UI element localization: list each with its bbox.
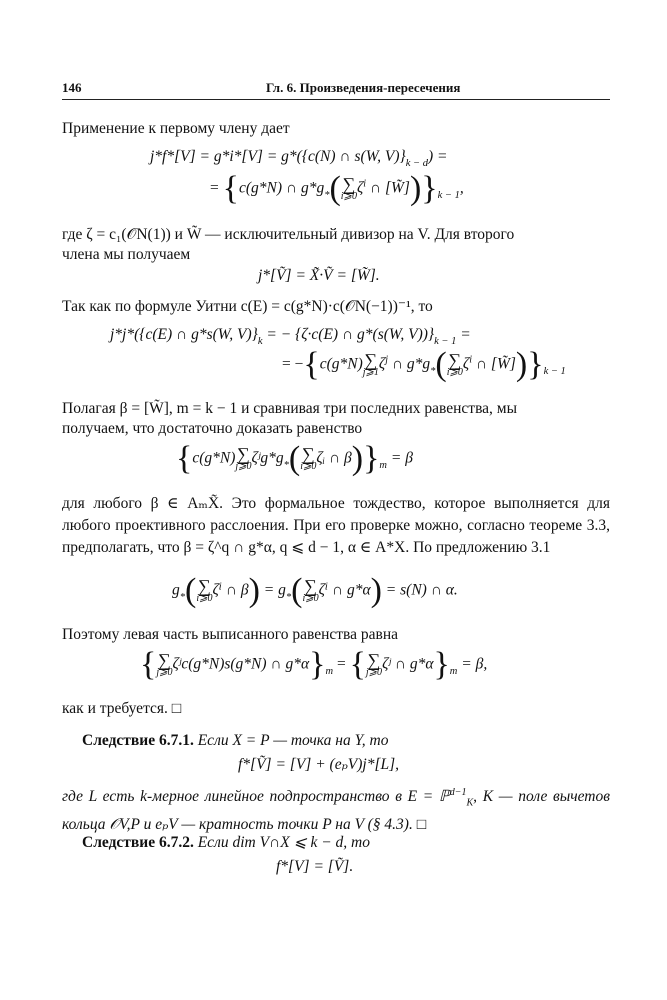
equation-5: $g_*$( ∑ i⩾0 ζⁱ ∩ $\beta) = g_*$( ∑ i⩾0 ζⁱ ∩ g*α) = s(N) ∩ α. <box>172 572 458 609</box>
equation-4: {c(g*N) ∑ j⩾0 $\zeta ʲg*g_*$( ∑ i⩾0 ζᵢ ∩ $\beta)\}_m = \beta$ <box>176 440 413 477</box>
paragraph-3: Так как по формуле Уитни c(E) = c(g*N)·c(𝒪N(−1))⁻¹, то <box>62 298 433 315</box>
equation-7: f*[Ṽ] = [V] + (eₚV)j*[L], <box>238 756 400 773</box>
running-title: Гл. 6. Произведения-пересечения <box>266 80 461 95</box>
corollary-6-7-2: Следствие 6.7.2. Если dim V∩X ⩽ k − d, то <box>82 834 370 851</box>
equation-1b: = {c(g*N) ∩ $g*g_*$( ∑ i⩾0 $\zeta^i$ ∩ $[W̃])\}_{k - 1}$, <box>210 170 464 207</box>
equation-6: { ∑ j⩾0 ζʲc(g*N)s(g*N) ∩ $g*\alpha\}_m$ = { ∑ j⩾0 ζʲ ∩ $g*\alpha\}_m = \beta$, <box>140 646 488 683</box>
paragraph-2a: где ζ = c₁(𝒪N(1)) и W̃ — исключительный дивизор на V. Для второго <box>62 226 515 243</box>
page-number: 146 <box>62 80 82 95</box>
paragraph-8: где L есть k-мерное линейное подпространство в E = ℙ$^{d-1}_K$, K — поле вычетов кольца 𝒪V,P и eₚV — кратность точки P на V (§ 4.3). □ <box>62 787 610 834</box>
paragraph-4a: Полагая β = [W̃], m = k − 1 и сравнивая три последних равенства, мы <box>62 400 518 417</box>
header-rule <box>62 99 610 100</box>
paragraph-1: Применение к первому члену дает <box>62 120 290 137</box>
equation-1a: j*f*[V] = g*i*[V] = g*({c(N) ∩ s(W, $V)\}_{k - d}$) = <box>150 148 448 169</box>
paragraph-4b: получаем, что достаточно доказать равенство <box>62 420 363 437</box>
paragraph-6: Поэтому левая часть выписанного равенства равна <box>62 626 399 643</box>
equation-3b: = −{c(g*N) ∑ j⩾1 $\zeta^j$ ∩ $g*g_*$( ∑ i⩾0 $\zeta^i$ ∩ $[W̃])\}_{k - 1}$ <box>282 346 566 383</box>
paragraph-5: для любого β ∈ AₘX̃. Это формальное тождество, которое выполняется для любого проективного расслоения. При его проверке можно, согласно теореме 3.3, предполагать, что β = ζ^q ∩ g*α, q ⩽ d − 1, α ∈ A*X. По предложению 3.1 <box>62 495 610 556</box>
equation-3a: j*j*({c(E) ∩ g*s(W, $V)\}_k$ = − {ζ·c(E) ∩ g*(s(W, $V))\}_{k - 1}$ = <box>110 326 471 347</box>
page-header <box>62 80 610 100</box>
paragraph-7: как и требуется. □ <box>62 700 182 717</box>
paragraph-2b: члена мы получаем <box>62 246 191 263</box>
equation-2: j*[Ṽ] = X̃·Ṽ = [W̃]. <box>258 267 380 284</box>
corollary-6-7-1: Следствие 6.7.1. Если X = P — точка на Y, то <box>82 732 389 749</box>
equation-8: f*[V] = [Ṽ]. <box>276 858 354 875</box>
